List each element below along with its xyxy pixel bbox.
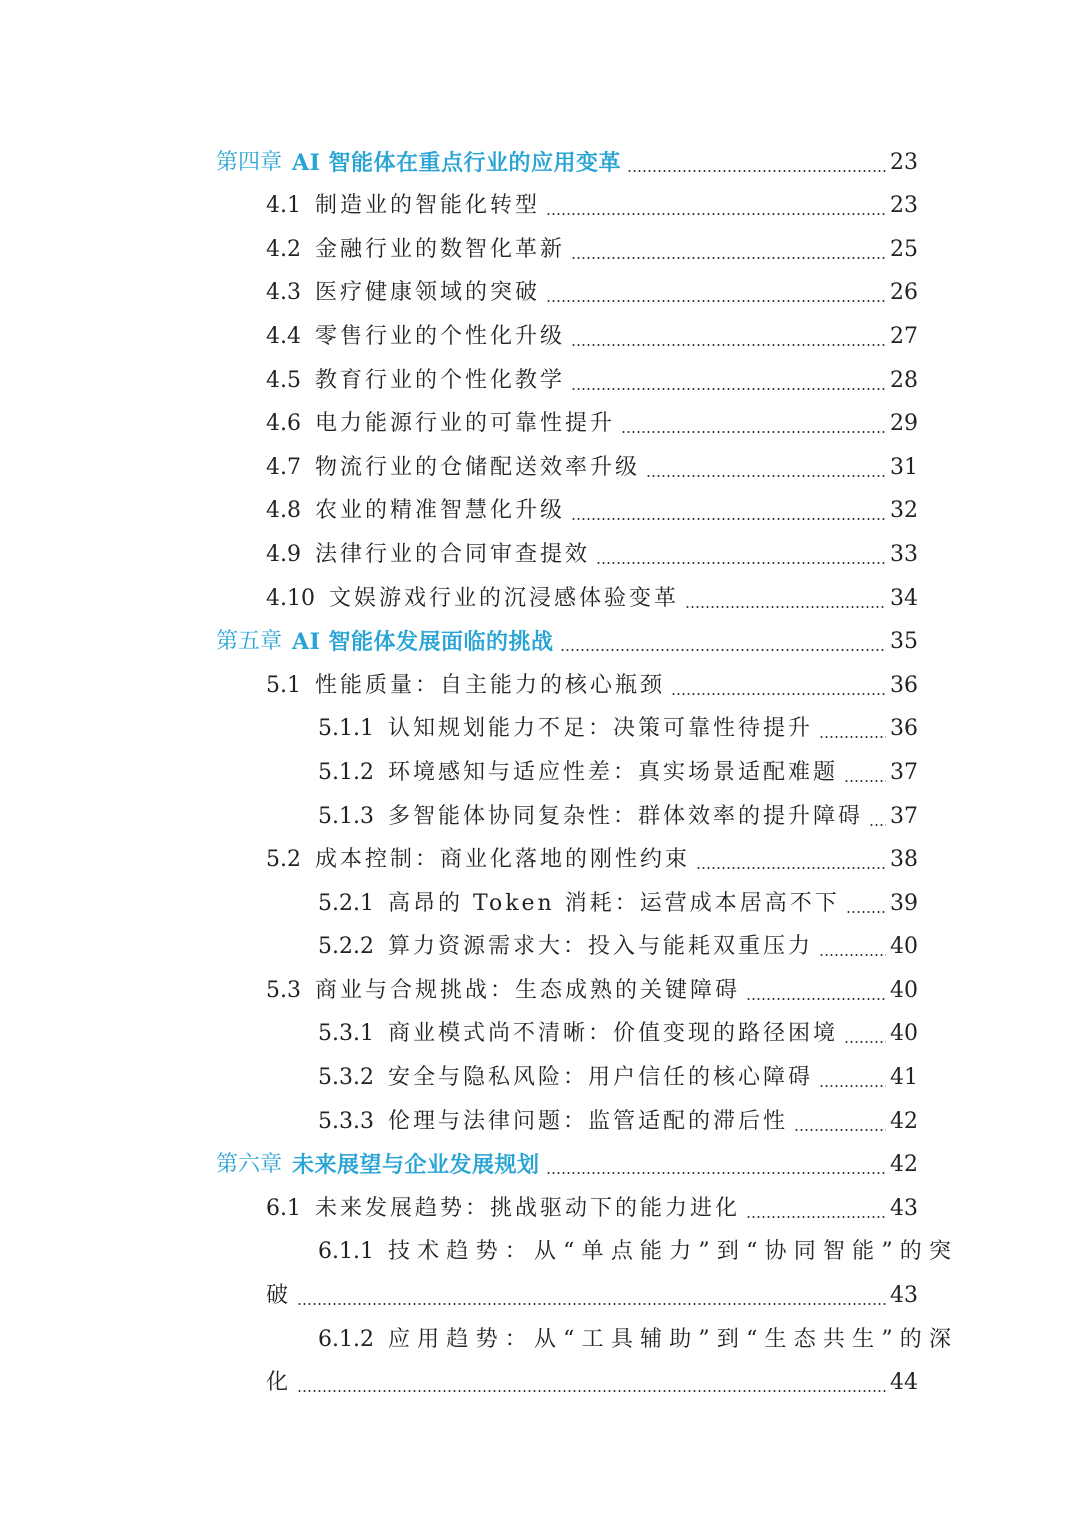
dot-leader bbox=[869, 824, 886, 826]
toc-entry-number: 6.1 bbox=[266, 1195, 301, 1221]
dot-leader bbox=[297, 1303, 886, 1305]
toc-section[interactable] bbox=[0, 526, 1080, 570]
toc-entry-number: 5.1 bbox=[266, 672, 301, 698]
toc-entry-continuation[interactable] bbox=[0, 1267, 1080, 1311]
toc-entry-number: 4.6 bbox=[266, 411, 301, 437]
dot-leader bbox=[596, 562, 886, 564]
toc-chapter[interactable] bbox=[0, 614, 1080, 658]
toc-entry-number: 6.1.2 bbox=[318, 1326, 374, 1352]
toc-entry-title: 法律行业的合同审查提效 bbox=[315, 541, 591, 567]
toc-entry-title: 商业模式尚不清晰：价值变现的路径困境 bbox=[387, 1021, 838, 1047]
toc-entry-title: 文娱游戏行业的沉浸感体验变革 bbox=[328, 585, 679, 611]
dot-leader bbox=[546, 300, 886, 302]
toc-subsection[interactable] bbox=[0, 1311, 1080, 1355]
dot-leader bbox=[560, 649, 886, 651]
toc-entry-title: 农业的精准智慧化升级 bbox=[315, 498, 566, 524]
dot-leader bbox=[671, 693, 886, 695]
toc-page-number: 40 bbox=[890, 977, 918, 1003]
toc-entry-number: 4.8 bbox=[266, 498, 301, 524]
dot-leader bbox=[571, 257, 886, 259]
toc-entry-title: 安全与隐私风险：用户信任的核心障碍 bbox=[387, 1065, 813, 1091]
toc-entry-title: 性能质量：自主能力的核心瓶颈 bbox=[315, 672, 666, 698]
toc-section[interactable] bbox=[0, 1180, 1080, 1224]
dot-leader bbox=[819, 1085, 886, 1087]
dot-leader bbox=[819, 954, 886, 956]
toc-subsection[interactable] bbox=[0, 701, 1080, 745]
toc-page-number: 36 bbox=[890, 672, 918, 698]
toc-entry-number: 4.2 bbox=[266, 236, 301, 262]
toc-page-number: 38 bbox=[890, 847, 918, 873]
dot-leader bbox=[746, 1216, 886, 1218]
dot-leader bbox=[297, 1390, 886, 1392]
dot-leader bbox=[794, 1129, 886, 1131]
toc-section[interactable] bbox=[0, 832, 1080, 876]
toc-subsection[interactable] bbox=[0, 1049, 1080, 1093]
toc-section[interactable] bbox=[0, 178, 1080, 222]
dot-leader bbox=[685, 606, 886, 608]
toc-entry-number: 6.1.1 bbox=[318, 1239, 374, 1265]
toc-entry-title: 认知规划能力不足：决策可靠性待提升 bbox=[387, 716, 813, 742]
toc-subsection[interactable] bbox=[0, 1093, 1080, 1137]
toc-section[interactable] bbox=[0, 396, 1080, 440]
toc-page-number: 37 bbox=[890, 803, 918, 829]
toc-page-number: 25 bbox=[890, 236, 918, 262]
toc-section[interactable] bbox=[0, 962, 1080, 1006]
toc-entry-title: AI 智能体发展面临的挑战 bbox=[292, 629, 554, 656]
dot-leader bbox=[546, 213, 886, 215]
dot-leader bbox=[746, 998, 886, 1000]
toc-entry-title: 多智能体协同复杂性：群体效率的提升障碍 bbox=[387, 803, 863, 829]
dot-leader bbox=[627, 170, 886, 172]
toc-page-number: 29 bbox=[890, 411, 918, 437]
toc-entry-title: 制造业的智能化转型 bbox=[315, 193, 541, 219]
toc-entry-number: 5.2.1 bbox=[318, 890, 374, 916]
toc-page-number: 35 bbox=[890, 629, 918, 655]
toc-entry-number: 4.9 bbox=[266, 541, 301, 567]
toc-entry-title: 伦理与法律问题：监管适配的滞后性 bbox=[387, 1108, 788, 1134]
toc-entry-number: 第四章 bbox=[216, 149, 283, 175]
toc-entry-number: 5.2 bbox=[266, 847, 301, 873]
toc-entry-number: 5.1.2 bbox=[318, 759, 374, 785]
toc-entry-number: 4.3 bbox=[266, 280, 301, 306]
toc-entry-number: 5.3.3 bbox=[318, 1108, 374, 1134]
toc-page-number: 36 bbox=[890, 716, 918, 742]
toc-entry-number: 第六章 bbox=[216, 1152, 283, 1178]
toc-entry-title: 零售行业的个性化升级 bbox=[315, 323, 566, 349]
toc-section[interactable] bbox=[0, 308, 1080, 352]
dot-leader bbox=[844, 1041, 886, 1043]
toc-page-number: 39 bbox=[890, 890, 918, 916]
dot-leader bbox=[844, 780, 886, 782]
dot-leader bbox=[819, 736, 886, 738]
toc-entry-title-continued: 化 bbox=[266, 1370, 292, 1396]
toc-subsection[interactable] bbox=[0, 1006, 1080, 1050]
toc-entry-title: 电力能源行业的可靠性提升 bbox=[315, 411, 616, 437]
toc-subsection[interactable] bbox=[0, 788, 1080, 832]
dot-leader bbox=[696, 867, 886, 869]
toc-entry-title: 金融行业的数智化革新 bbox=[315, 236, 566, 262]
toc-entry-title: 未来发展趋势：挑战驱动下的能力进化 bbox=[315, 1195, 741, 1221]
toc-section[interactable] bbox=[0, 657, 1080, 701]
toc-page-number: 40 bbox=[890, 1021, 918, 1047]
toc-page-number: 23 bbox=[890, 149, 918, 175]
toc-section[interactable] bbox=[0, 439, 1080, 483]
toc-page-number: 33 bbox=[890, 541, 918, 567]
toc-section[interactable] bbox=[0, 221, 1080, 265]
toc-entry-number: 5.2.2 bbox=[318, 934, 374, 960]
toc-entry-number: 5.1.1 bbox=[318, 716, 374, 742]
toc-page-number: 31 bbox=[890, 454, 918, 480]
dot-leader bbox=[646, 475, 886, 477]
toc-entry-title: 教育行业的个性化教学 bbox=[315, 367, 566, 393]
toc-subsection[interactable] bbox=[0, 919, 1080, 963]
toc-chapter[interactable] bbox=[0, 134, 1080, 178]
toc-entry-title: 物流行业的仓储配送效率升级 bbox=[315, 454, 641, 480]
toc-section[interactable] bbox=[0, 265, 1080, 309]
toc-section[interactable] bbox=[0, 352, 1080, 396]
toc-page-number: 42 bbox=[890, 1108, 918, 1134]
toc-page-number: 32 bbox=[890, 498, 918, 524]
toc-subsection[interactable] bbox=[0, 1224, 1080, 1268]
toc-entry-title-continued: 破 bbox=[266, 1283, 292, 1309]
dot-leader bbox=[571, 344, 886, 346]
toc-entry-title: 未来展望与企业发展规划 bbox=[292, 1152, 540, 1179]
toc-page-number: 23 bbox=[890, 193, 918, 219]
table-of-contents bbox=[0, 134, 1080, 1398]
toc-page-number: 44 bbox=[890, 1370, 918, 1396]
toc-page-number: 26 bbox=[890, 280, 918, 306]
toc-subsection[interactable] bbox=[0, 744, 1080, 788]
toc-entry-number: 5.3 bbox=[266, 977, 301, 1003]
toc-entry-title: 算力资源需求大：投入与能耗双重压力 bbox=[387, 934, 813, 960]
toc-page-number: 41 bbox=[890, 1065, 918, 1091]
toc-entry-title: 环境感知与适应性差：真实场景适配难题 bbox=[387, 759, 838, 785]
toc-page-number: 42 bbox=[890, 1152, 918, 1178]
toc-entry-number: 4.4 bbox=[266, 323, 301, 349]
toc-page-number: 37 bbox=[890, 759, 918, 785]
toc-entry-number: 4.10 bbox=[266, 585, 315, 611]
toc-entry-number: 5.3.2 bbox=[318, 1065, 374, 1091]
toc-chapter[interactable] bbox=[0, 1137, 1080, 1181]
toc-entry-title: 应用趋势：从“工具辅助”到“生态共生”的深 bbox=[387, 1326, 959, 1352]
dot-leader bbox=[621, 431, 886, 433]
dot-leader bbox=[571, 388, 886, 390]
toc-entry-title: 成本控制：商业化落地的刚性约束 bbox=[315, 847, 691, 873]
dot-leader bbox=[546, 1172, 886, 1174]
dot-leader bbox=[571, 518, 886, 520]
toc-entry-title: 医疗健康领域的突破 bbox=[315, 280, 541, 306]
toc-page-number: 40 bbox=[890, 934, 918, 960]
toc-subsection[interactable] bbox=[0, 875, 1080, 919]
toc-entry-number: 4.1 bbox=[266, 193, 301, 219]
toc-page-number: 27 bbox=[890, 323, 918, 349]
toc-page-number: 43 bbox=[890, 1283, 918, 1309]
toc-entry-title: 高昂的 Token 消耗：运营成本居高不下 bbox=[387, 890, 840, 916]
dot-leader bbox=[846, 911, 886, 913]
toc-section[interactable] bbox=[0, 483, 1080, 527]
toc-page-number: 28 bbox=[890, 367, 918, 393]
toc-entry-number: 5.1.3 bbox=[318, 803, 374, 829]
toc-entry-title: AI 智能体在重点行业的应用变革 bbox=[292, 149, 622, 176]
toc-entry-number: 4.7 bbox=[266, 454, 301, 480]
toc-entry-continuation[interactable] bbox=[0, 1355, 1080, 1399]
toc-section[interactable] bbox=[0, 570, 1080, 614]
toc-entry-title: 技术趋势：从“单点能力”到“协同智能”的突 bbox=[387, 1239, 959, 1265]
toc-page-number: 43 bbox=[890, 1195, 918, 1221]
toc-entry-number: 5.3.1 bbox=[318, 1021, 374, 1047]
toc-entry-title: 商业与合规挑战：生态成熟的关键障碍 bbox=[315, 977, 741, 1003]
toc-entry-number: 4.5 bbox=[266, 367, 301, 393]
toc-page-number: 34 bbox=[890, 585, 918, 611]
toc-entry-number: 第五章 bbox=[216, 629, 283, 655]
